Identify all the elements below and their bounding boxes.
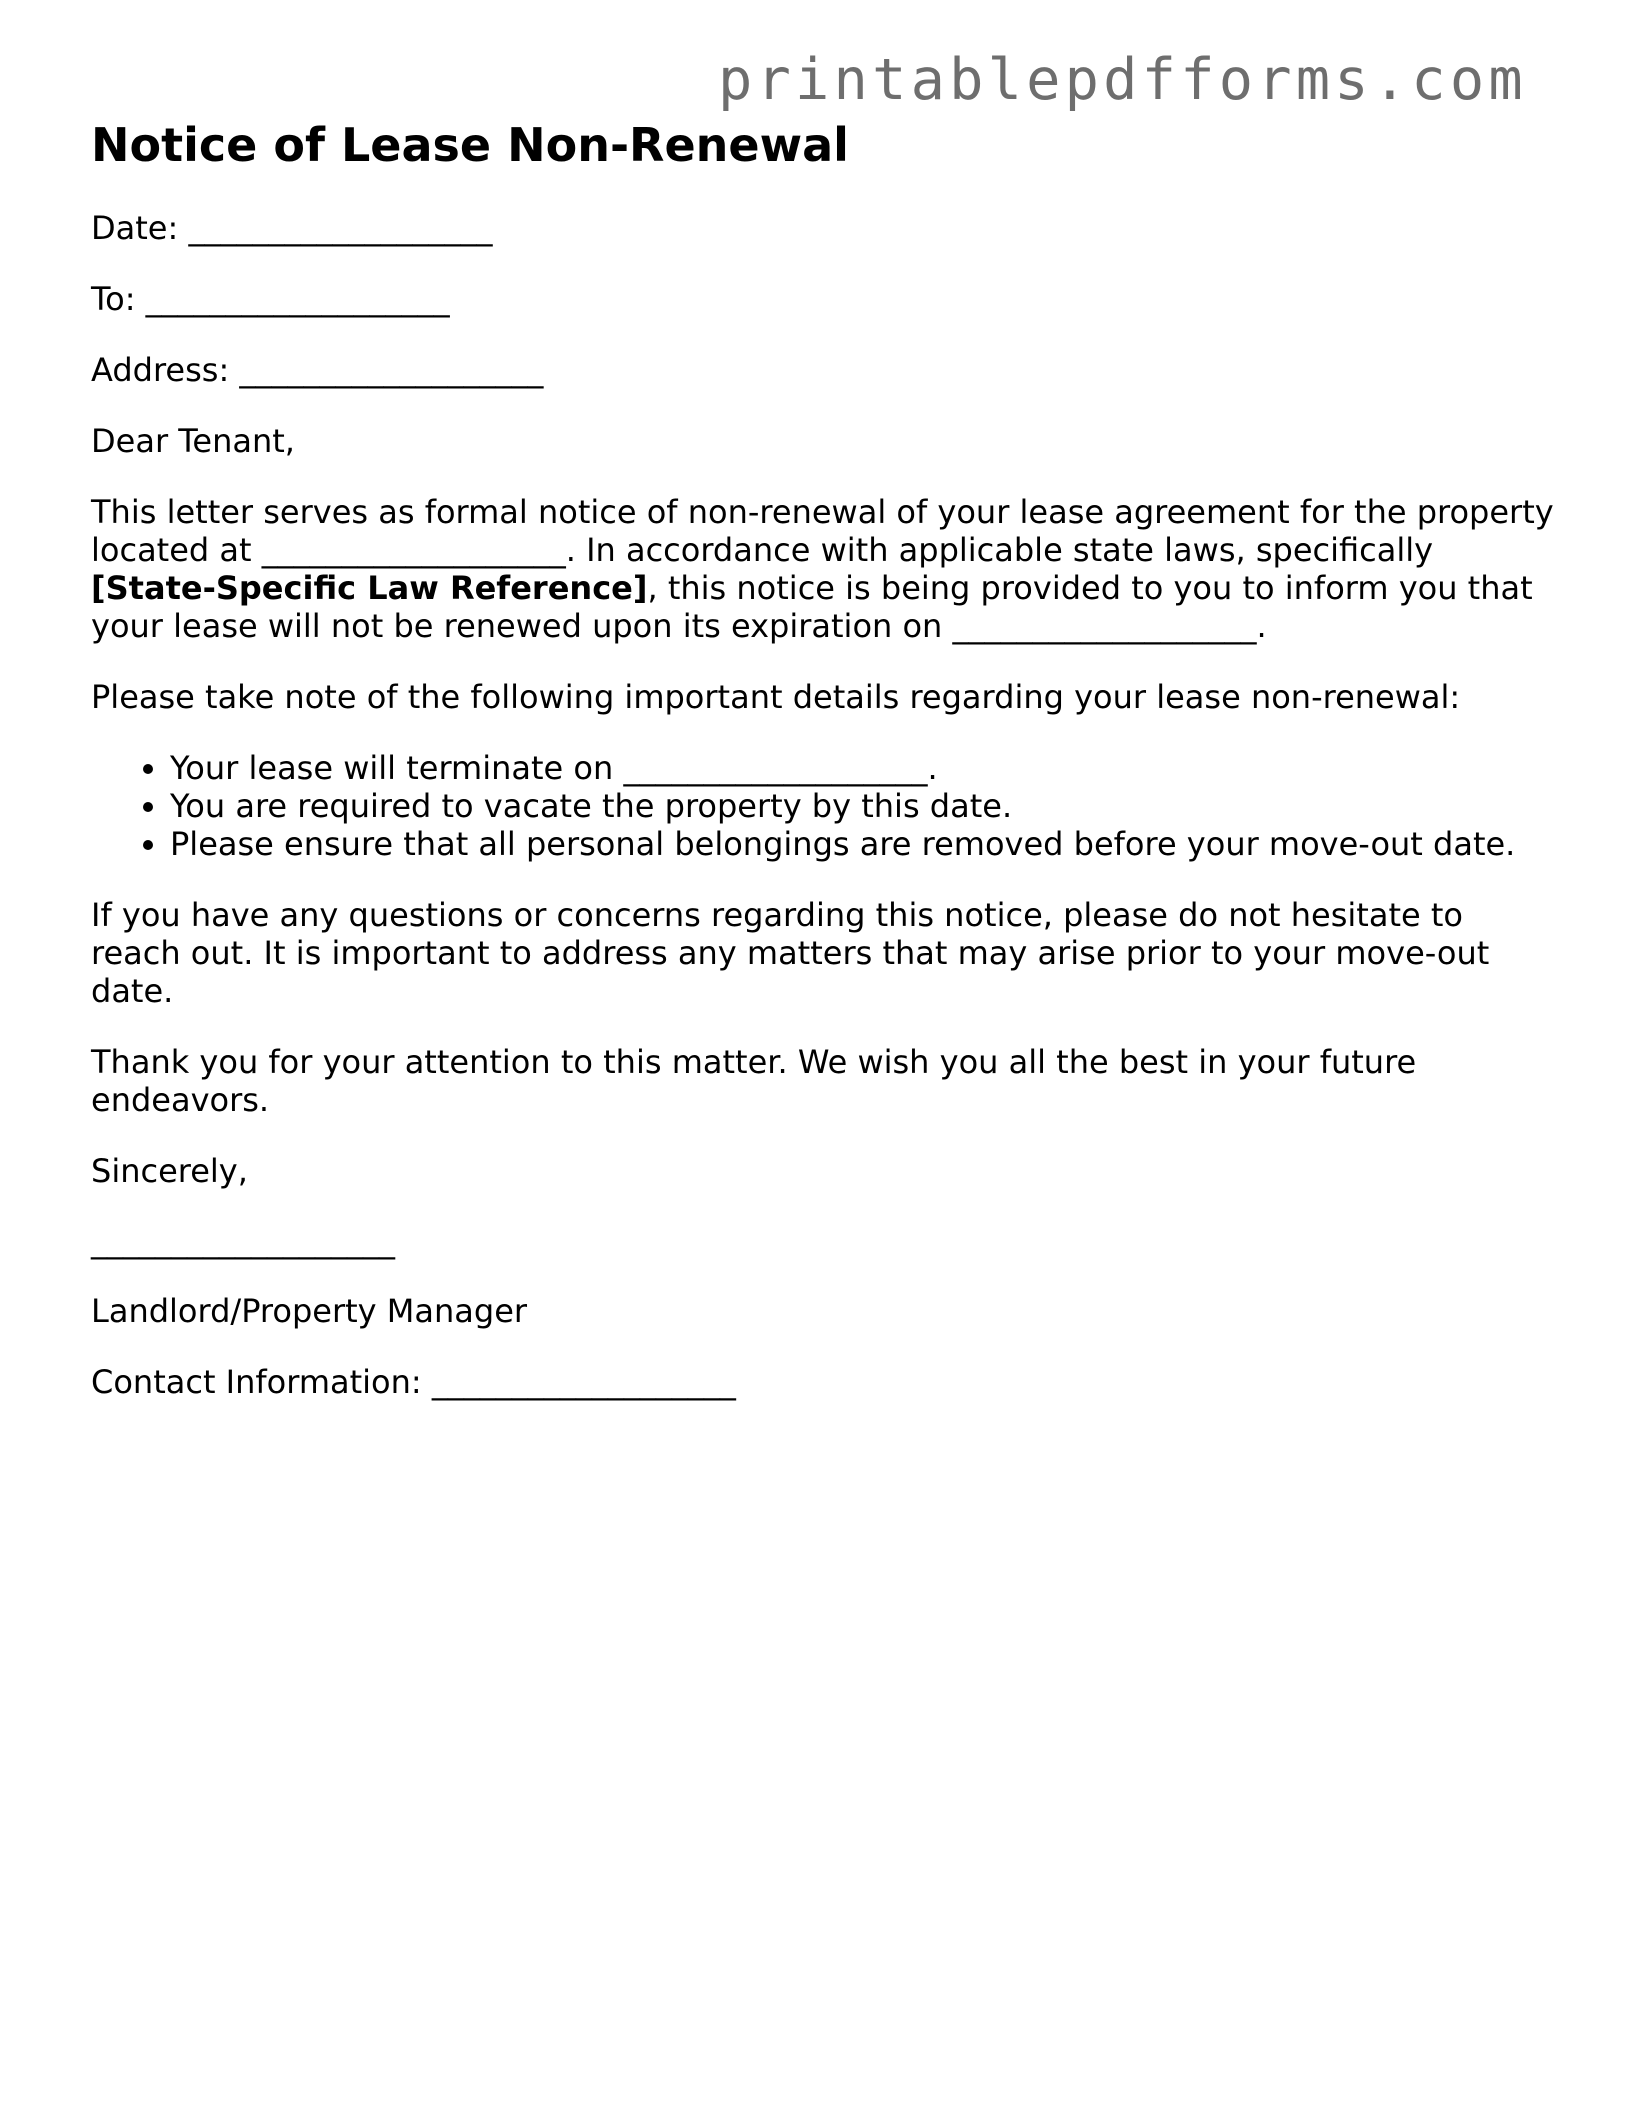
signature-blank[interactable]: ___________________ xyxy=(91,1221,395,1260)
date-blank[interactable]: ___________________ xyxy=(188,208,493,247)
closing: Sincerely, xyxy=(91,1151,248,1190)
list-item: • You are required to vacate the property by this date. xyxy=(170,787,1561,825)
contact-field xyxy=(91,1363,1561,1401)
to-label: To: xyxy=(91,279,136,318)
signature-line[interactable] xyxy=(91,1222,1561,1260)
list-item xyxy=(170,749,1561,787)
address-blank[interactable]: ___________________ xyxy=(239,350,544,389)
notice-text-4: . xyxy=(1256,606,1267,645)
terminate-suffix: . xyxy=(927,748,938,787)
address-label: Address: xyxy=(91,350,230,389)
notice-paragraph xyxy=(91,493,1561,645)
notice-text-2: . In accordance with applicable state laws, specifically xyxy=(565,530,1434,569)
law-reference: [State-Specific Law Reference] xyxy=(91,568,648,607)
terminate-date-blank[interactable]: ___________________ xyxy=(623,748,928,787)
signature-title: Landlord/Property Manager xyxy=(91,1291,528,1330)
terminate-text: Your lease will terminate on xyxy=(170,748,614,787)
contact-label: Contact Information: xyxy=(91,1362,422,1401)
questions-paragraph: If you have any questions or concerns regarding this notice, please do not hesitate to reach out. It is important to address any matters that may arise prior to your move-out date. xyxy=(91,895,1490,1010)
watermark-logo: printablepdfforms.com xyxy=(718,47,1527,113)
letter-content xyxy=(91,117,1561,1434)
date-label: Date: xyxy=(91,208,179,247)
address-field xyxy=(91,351,1561,389)
property-address-blank[interactable]: ___________________ xyxy=(261,530,566,569)
expiration-date-blank[interactable]: ___________________ xyxy=(952,606,1257,645)
salutation: Dear Tenant, xyxy=(91,421,295,460)
list-item: • Please ensure that all personal belongings are removed before your move-out date. xyxy=(170,825,1561,863)
list-intro: Please take note of the following important details regarding your lease non-renewal: xyxy=(91,677,1461,716)
thanks-paragraph: Thank you for your attention to this matter. We wish you all the best in your future endeavors. xyxy=(91,1042,1417,1119)
contact-blank[interactable]: ___________________ xyxy=(431,1362,736,1401)
notice-text-1: This letter serves as formal notice of non-renewal of your lease agreement for the property located at xyxy=(91,492,1554,569)
page-title: Notice of Lease Non-Renewal xyxy=(91,118,849,172)
to-blank[interactable]: ___________________ xyxy=(145,279,450,318)
date-field xyxy=(91,209,1561,247)
details-list xyxy=(91,749,1561,863)
notice-text-3: , this notice is being provided to you to inform you that your lease will not be renewed upon its expiration on xyxy=(91,568,1533,645)
to-field xyxy=(91,280,1561,318)
